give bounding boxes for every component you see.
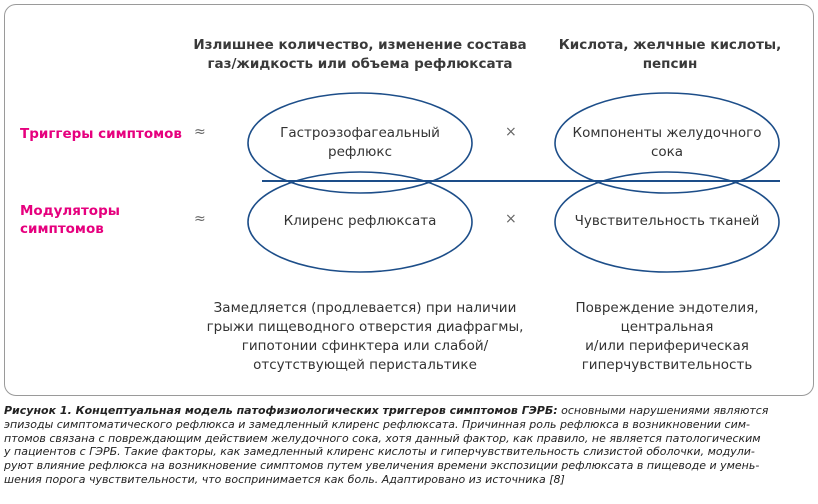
desc-right-line1: Повреждение эндотелия, [575, 300, 759, 316]
header-right-line2: пепсин [642, 56, 698, 72]
header-right-line1: Кислота, желчные кислоты, [558, 37, 782, 53]
gastric-text-line2: сока [650, 144, 684, 160]
label-modulators-line2: симптомов [20, 221, 104, 237]
caption-line2: эпизоды симптоматического рефлюкса и замедленный клиренс рефлюксата. Причинная роль рефлюкса в возникновении сим- [4, 417, 751, 431]
sensitivity-text: Чувствительность тканей [574, 213, 760, 229]
caption-line1-text: основными нарушениями являются [561, 404, 769, 417]
figure-caption [4, 404, 814, 487]
desc-right-line3: и/или периферическая [585, 338, 749, 354]
caption-line5: руют влияние рефлюкса на возникновение симптомов путем увеличения времени экспозиции рефлюксата в пищеводе и умень- [4, 459, 760, 473]
desc-right [557, 299, 777, 375]
caption-title: Рисунок 1. Концептуальная модель патофизиологических триггеров симптомов ГЭРБ: [4, 404, 558, 417]
caption-line3: птомов связана с повреждающим действием желудочного сока, хотя данный фактор, как правило, не является патологическим [4, 431, 761, 445]
gerd-text-line1: Гастроэзофагеальный [280, 125, 440, 141]
clearance-text: Клиренс рефлюксата [283, 213, 437, 229]
gastric-text-line1: Компоненты желудочного [572, 125, 762, 141]
header-right [540, 36, 800, 74]
gerd-text-line2: рефлюкс [328, 144, 392, 160]
label-modulators-line1: Модуляторы [20, 203, 120, 219]
desc-left-line3: гипотонии сфинктера или слабой/ [241, 338, 489, 354]
header-left-line1: Излишнее количество, изменение состава [193, 37, 527, 53]
desc-left-line1: Замедляется (продлевается) при наличии [213, 300, 517, 316]
desc-right-line2: центральная [620, 319, 714, 335]
desc-left-line4: отсутствующей перистальтике [253, 357, 477, 373]
header-left-line2: газ/жидкость или объема рефлюксата [207, 56, 513, 72]
caption-line4: у пациентов с ГЭРБ. Такие факторы, как замедленный клиренс кислоты и гиперчувствительность слизистой оболочки, модули- [4, 445, 755, 459]
desc-left-line2: грыжи пищеводного отверстия диафрагмы, [206, 319, 524, 335]
label-modulators [20, 202, 120, 238]
gastric-text [557, 124, 777, 162]
label-triggers: Триггеры симптомов [20, 126, 182, 142]
approx-symbol-modulators: ≈ [194, 211, 206, 227]
header-left [170, 36, 550, 74]
desc-right-line4: гиперчувствительность [581, 357, 753, 373]
caption-line1 [4, 404, 814, 418]
caption-line6: шения порога чувствительности, что воспринимается как боль. Адаптировано из источника [8] [4, 472, 565, 486]
times-symbol-triggers: × [505, 124, 517, 140]
desc-left [185, 299, 545, 375]
times-symbol-modulators: × [505, 211, 517, 227]
gerd-text [260, 124, 460, 162]
approx-symbol-triggers: ≈ [194, 124, 206, 140]
